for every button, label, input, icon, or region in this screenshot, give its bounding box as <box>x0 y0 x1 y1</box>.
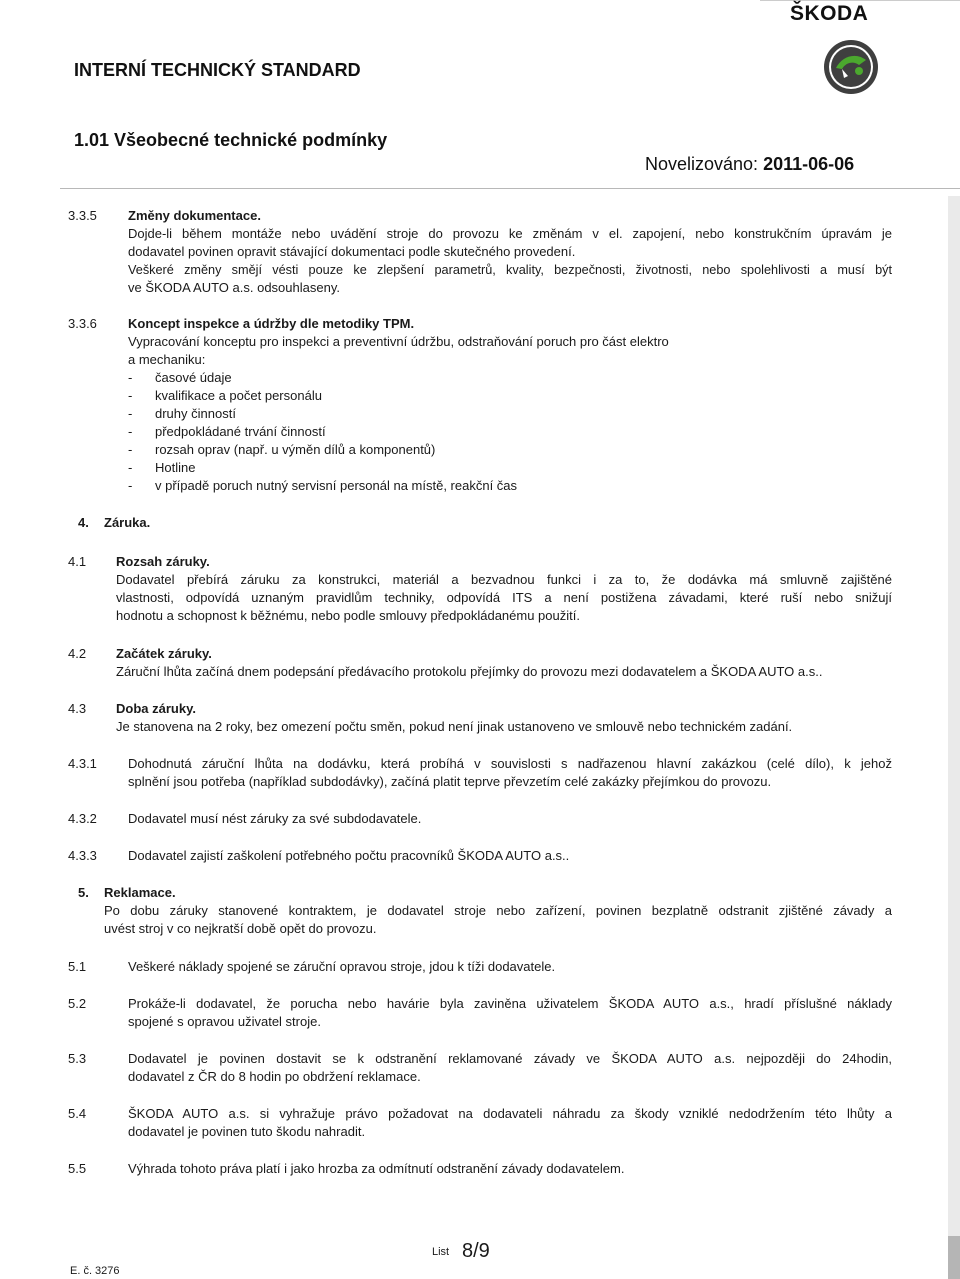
paragraph-line: Je stanovena na 2 roky, bez omezení počtu směn, pokud není jinak ustanoveno ve smlouvě nebo technickém zadání. <box>116 719 793 734</box>
section-title: Doba záruky. <box>116 701 196 716</box>
list-item: - Hotline <box>128 460 196 475</box>
paragraph-line: Prokáže-li dodavatel, že porucha nebo havárie byla zaviněna uživatelem ŠKODA AUTO a.s., hradí příslušné náklady <box>128 996 892 1011</box>
paragraph-line: ve ŠKODA AUTO a.s. odsouhlaseny. <box>128 280 340 295</box>
paragraph-line: Po dobu záruky stanovené kontraktem, je dodavatel stroje nebo zařízení, povinen bezplatně odstranit zjištěné závady a <box>104 903 892 918</box>
paragraph-line: spojené s opravou uživatel stroje. <box>128 1014 321 1029</box>
list-item: - kvalifikace a počet personálu <box>128 388 322 403</box>
paragraph-line: Vypracování konceptu pro inspekci a preventivní údržbu, odstraňování poruch pro část elektro <box>128 334 669 349</box>
page-number: 8/9 <box>462 1240 490 1262</box>
paragraph-line: Dodavatel přebírá záruku za konstrukci, materiál a bezvadnou funkci i za to, že dodávka má smluvně zajištěné <box>116 572 892 587</box>
list-item: - rozsah oprav (např. u výměn dílů a komponentů) <box>128 442 436 457</box>
paragraph-line: Výhrada tohoto práva platí i jako hrozba za odmítnutí odstranění závady dodavatelem. <box>128 1161 625 1176</box>
section-number: 4.2 <box>68 646 87 661</box>
section-number: 4.3.1 <box>68 756 97 771</box>
dash-glyph: - <box>128 442 133 457</box>
paragraph-line: Dodavatel je povinen dostavit se k odstranění reklamované závady ve ŠKODA AUTO a.s. nejpozději do 24hodin, <box>128 1051 892 1066</box>
section-number: 4.3.3 <box>68 848 97 863</box>
paragraph-line: splnění jsou potřeba (například subdodávky), začíná platit teprve převzetím celé zakázky přejímkou do provozu. <box>128 774 772 789</box>
paragraph-line: uvést stroj v co nejkratší době opět do provozu. <box>104 921 377 936</box>
section-number: 4.1 <box>68 554 87 569</box>
revision-label: Novelizováno: <box>645 154 759 174</box>
dash-glyph: - <box>128 370 133 385</box>
paragraph-line: Záruční lhůta začíná dnem podepsání předávacího protokolu přejímky do provozu mezi dodavatelem a ŠKODA AUTO a.s.. <box>116 664 823 679</box>
section-number: 3.3.6 <box>68 316 97 331</box>
section-number: 5.5 <box>68 1161 87 1176</box>
list-item: - druhy činností <box>128 406 236 421</box>
paragraph-line: Dohodnutá záruční lhůta na dodávku, která probíhá v souvislosti s nadřazenou hlavní zakázkou (celé dílo), k jehož <box>128 756 892 771</box>
paragraph-line: Dodavatel musí nést záruky za své subdodavatele. <box>128 811 422 826</box>
section-number: 5.1 <box>68 959 87 974</box>
paragraph-line: ŠKODA AUTO a.s. si vyhražuje právo požadovat na dodavateli náhradu za škody vzniklé nedodržením této lhůty a <box>128 1106 892 1121</box>
paragraph-line: dodavatel povinen opravit stávající dokumentaci podle skutečného provedení. <box>128 244 576 259</box>
document-subtitle: 1.01 Všeobecné technické podmínky <box>74 130 388 150</box>
list-item: - v případě poruch nutný servisní personál na místě, reakční čas <box>128 478 518 493</box>
list-item: - časové údaje <box>128 370 232 385</box>
section-number: 5.4 <box>68 1106 87 1121</box>
chapter-title: Záruka. <box>104 515 151 530</box>
brand-wordmark: ŠKODA <box>790 2 869 25</box>
dash-glyph: - <box>128 388 133 403</box>
header-divider <box>60 188 960 189</box>
bullet-list <box>128 369 518 495</box>
paragraph-line: a mechaniku: <box>128 352 206 367</box>
revision-line <box>645 154 854 175</box>
section-title: Začátek záruky. <box>116 646 212 661</box>
chapter-title: Reklamace. <box>104 885 176 900</box>
skoda-logo-icon <box>822 38 880 96</box>
section-title: Rozsah záruky. <box>116 554 210 569</box>
side-stripe-marker <box>948 1236 960 1279</box>
header-rule <box>760 0 960 1</box>
section-number: 4.3 <box>68 701 87 716</box>
dash-glyph: - <box>128 478 133 493</box>
paragraph-line: hodnotu a schopnost k běžnému, nebo podle smlouvy předpokládanému použití. <box>116 608 580 623</box>
dash-glyph: - <box>128 460 133 475</box>
paragraph-line: Veškeré změny smějí vésti pouze ke zlepšení parametrů, kvality, bezpečnosti, životnosti, nebo spolehlivosti a musí být <box>128 263 892 277</box>
paragraph-line: Dojde-li během montáže nebo uvádění stroje do provozu ke změnám v el. zapojení, nebo konstrukčním úpravám je <box>128 226 892 241</box>
section-title: Koncept inspekce a údržby dle metodiky TPM. <box>128 316 415 331</box>
section-title: Změny dokumentace. <box>128 208 261 223</box>
dash-glyph: - <box>128 406 133 421</box>
paragraph-line: dodavatel je povinen tuto škodu nahradit. <box>128 1124 366 1139</box>
section-number: 4.3.2 <box>68 811 97 826</box>
paragraph-line: vlastnosti, odpovídá uznaným pravidlům techniky, odpovídá ITS a není postižena závadami, které ruší nebo snižují <box>116 590 892 605</box>
paragraph-line: dodavatel z ČR do 8 hodin po obdržení reklamace. <box>128 1069 421 1084</box>
document-title: INTERNÍ TECHNICKÝ STANDARD <box>74 60 361 80</box>
list-item: - předpokládané trvání činností <box>128 424 326 439</box>
page-label: List <box>432 1246 450 1258</box>
chapter-number: 5. <box>78 885 89 900</box>
section-number: 5.3 <box>68 1051 87 1066</box>
chapter-number: 4. <box>78 515 89 530</box>
side-stripe <box>948 196 960 1279</box>
document-number: E. č. 3276 <box>70 1265 120 1277</box>
dash-glyph: - <box>128 424 133 439</box>
section-number: 3.3.5 <box>68 208 97 223</box>
section-number: 5.2 <box>68 996 87 1011</box>
paragraph-line: Dodavatel zajistí zaškolení potřebného počtu pracovníků ŠKODA AUTO a.s.. <box>128 848 570 863</box>
paragraph-line: Veškeré náklady spojené se záruční opravou stroje, jdou k tíži dodavatele. <box>128 959 556 974</box>
revision-date: 2011-06-06 <box>763 154 855 174</box>
